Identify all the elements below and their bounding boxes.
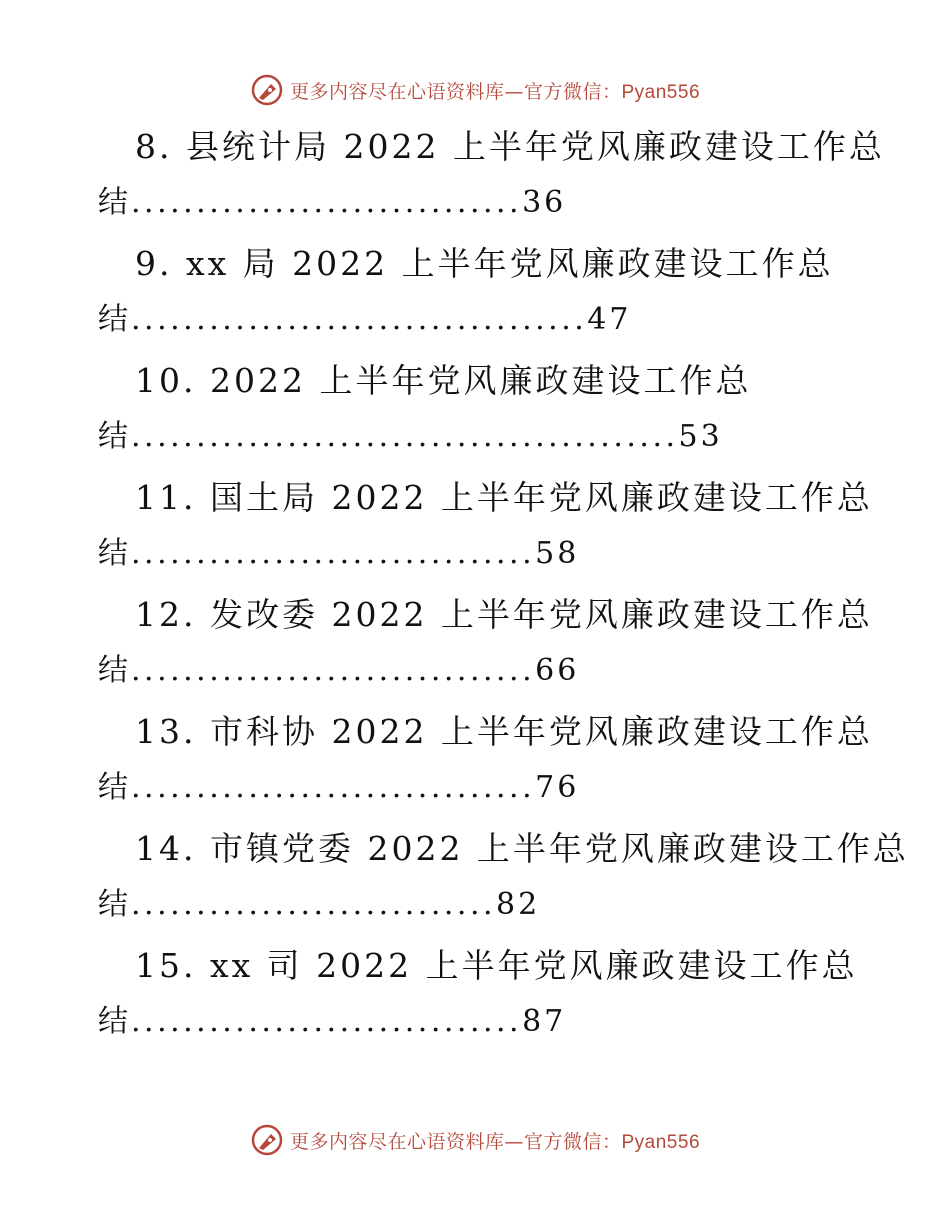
toc-entry-title: 13. 市科协 2022 上半年党风廉政建设工作总	[135, 712, 873, 751]
toc-entry-tail: 结..............................36	[98, 185, 567, 220]
header-banner	[0, 70, 950, 110]
toc-page-number: 87	[522, 1004, 567, 1039]
toc-leader-dots: ...................................	[131, 302, 588, 337]
toc-entry-tail: 结..............................87	[98, 1004, 567, 1039]
toc-entry-tail: 结...............................76	[98, 770, 580, 805]
toc-page-number: 36	[522, 185, 567, 220]
table-of-contents	[0, 118, 950, 1054]
toc-page-number: 53	[678, 419, 723, 454]
toc-page-number: 58	[535, 536, 580, 571]
toc-entry	[0, 118, 950, 235]
toc-entry-tail: 结...............................58	[98, 536, 580, 571]
wechat-id: Pyan556	[621, 1131, 701, 1153]
toc-entry	[0, 937, 950, 1054]
toc-leader-dots: ............................	[131, 887, 497, 922]
footer-banner	[0, 1120, 950, 1160]
toc-entry-title: 14. 市镇党委 2022 上半年党风廉政建设工作总	[135, 829, 909, 868]
banner-text: 更多内容尽在心语资料库—官方微信：Pyan556	[289, 80, 701, 103]
toc-leader-dots: ..........................................	[131, 419, 679, 454]
wechat-id: Pyan556	[621, 81, 701, 103]
toc-page-number: 47	[587, 302, 632, 337]
pen-nib-logo-icon	[250, 73, 284, 107]
toc-entry-tail: 结...............................66	[98, 653, 580, 688]
toc-entry	[0, 352, 950, 469]
toc-leader-dots: ...............................	[131, 536, 536, 571]
pen-nib-logo-icon	[250, 1123, 284, 1157]
toc-entry-title: 8. 县统计局 2022 上半年党风廉政建设工作总	[135, 127, 885, 166]
banner-text: 更多内容尽在心语资料库—官方微信：Pyan556	[289, 1130, 701, 1153]
toc-entry-tail: 结...................................47	[98, 302, 632, 337]
toc-entry-tail: 结............................82	[98, 887, 541, 922]
toc-entry	[0, 586, 950, 703]
toc-entry	[0, 703, 950, 820]
toc-page-number: 82	[496, 887, 541, 922]
toc-leader-dots: ..............................	[131, 185, 523, 220]
toc-page-number: 76	[535, 770, 580, 805]
toc-entry	[0, 820, 950, 937]
toc-entry-title: 12. 发改委 2022 上半年党风廉政建设工作总	[135, 595, 873, 634]
toc-entry-tail: 结..........................................53	[98, 419, 723, 454]
toc-entry	[0, 469, 950, 586]
toc-entry-title: 10. 2022 上半年党风廉政建设工作总	[135, 361, 752, 400]
toc-entry-title: 15. xx 司 2022 上半年党风廉政建设工作总	[135, 946, 858, 985]
toc-page-number: 66	[535, 653, 580, 688]
toc-leader-dots: ...............................	[131, 770, 536, 805]
toc-entry-title: 9. xx 局 2022 上半年党风廉政建设工作总	[135, 244, 834, 283]
toc-entry-title: 11. 国土局 2022 上半年党风廉政建设工作总	[135, 478, 873, 517]
toc-leader-dots: ...............................	[131, 653, 536, 688]
toc-entry	[0, 235, 950, 352]
toc-leader-dots: ..............................	[131, 1004, 523, 1039]
